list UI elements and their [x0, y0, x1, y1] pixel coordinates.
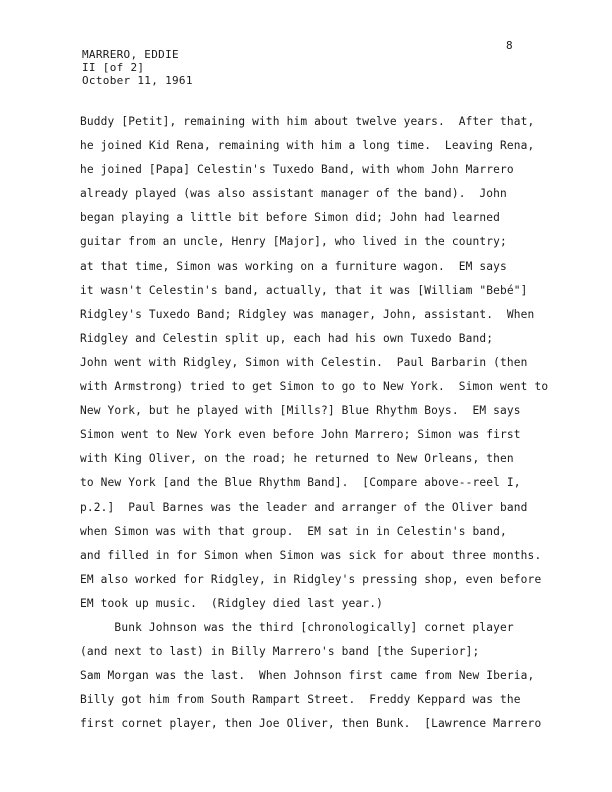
body-line: guitar from an uncle, Henry [Major], who lived in the country; — [80, 235, 507, 249]
body-line: he joined [Papa] Celestin's Tuxedo Band, with whom John Marrero — [80, 163, 514, 177]
body-line: Simon went to New York even before John Marrero; Simon was first — [80, 428, 521, 442]
body-line: (and next to last) in Billy Marrero's band [the Superior]; — [80, 645, 480, 659]
body-line: Bunk Johnson was the third [chronologically] cornet player — [80, 620, 514, 634]
body-line: Ridgley's Tuxedo Band; Ridgley was manager, John, assistant. When — [80, 307, 535, 321]
body-line: to New York [and the Blue Rhythm Band]. [Compare above--reel I, — [80, 476, 521, 490]
transcript-header — [82, 48, 193, 87]
body-line: it wasn't Celestin's band, actually, that it was [William "Bebé"] — [80, 283, 528, 297]
body-line: Ridgley and Celestin split up, each had his own Tuxedo Band; — [80, 331, 494, 345]
body-line: with Armstrong) tried to get Simon to go to New York. Simon went to — [80, 380, 549, 394]
interview-date: October 11, 1961 — [82, 74, 193, 87]
body-line: Billy got him from South Rampart Street. Freddy Keppard was the — [80, 693, 521, 707]
body-line: EM also worked for Ridgley, in Ridgley's pressing shop, even before — [80, 572, 542, 586]
body-line: Sam Morgan was the last. When Johnson first came from New Iberia, — [80, 669, 535, 683]
body-line: p.2.] Paul Barnes was the leader and arranger of the Oliver band — [80, 500, 528, 514]
body-line: New York, but he played with [Mills?] Blue Rhythm Boys. EM says — [80, 404, 521, 418]
interviewee-name: MARRERO, EDDIE — [82, 48, 179, 61]
body-line: he joined Kid Rena, remaining with him a long time. Leaving Rena, — [80, 139, 535, 153]
body-line: EM took up music. (Ridgley died last year.) — [80, 596, 383, 610]
reel-label: II [of 2] — [82, 61, 145, 74]
body-line: John went with Ridgley, Simon with Celestin. Paul Barbarin (then — [80, 355, 528, 369]
body-line: with King Oliver, on the road; he returned to New Orleans, then — [80, 452, 514, 466]
body-line: and filled in for Simon when Simon was sick for about three months. — [80, 548, 542, 562]
body-line: began playing a little bit before Simon did; John had learned — [80, 211, 501, 225]
transcript-body — [80, 110, 600, 736]
body-line: when Simon was with that group. EM sat in in Celestin's band, — [80, 524, 507, 538]
body-line: first cornet player, then Joe Oliver, then Bunk. [Lawrence Marrero — [80, 717, 542, 731]
body-line: at that time, Simon was working on a furniture wagon. EM says — [80, 259, 507, 273]
page-number: 8 — [506, 39, 513, 52]
body-line: Buddy [Petit], remaining with him about twelve years. After that, — [80, 115, 535, 128]
body-line: already played (was also assistant manager of the band). John — [80, 187, 507, 201]
